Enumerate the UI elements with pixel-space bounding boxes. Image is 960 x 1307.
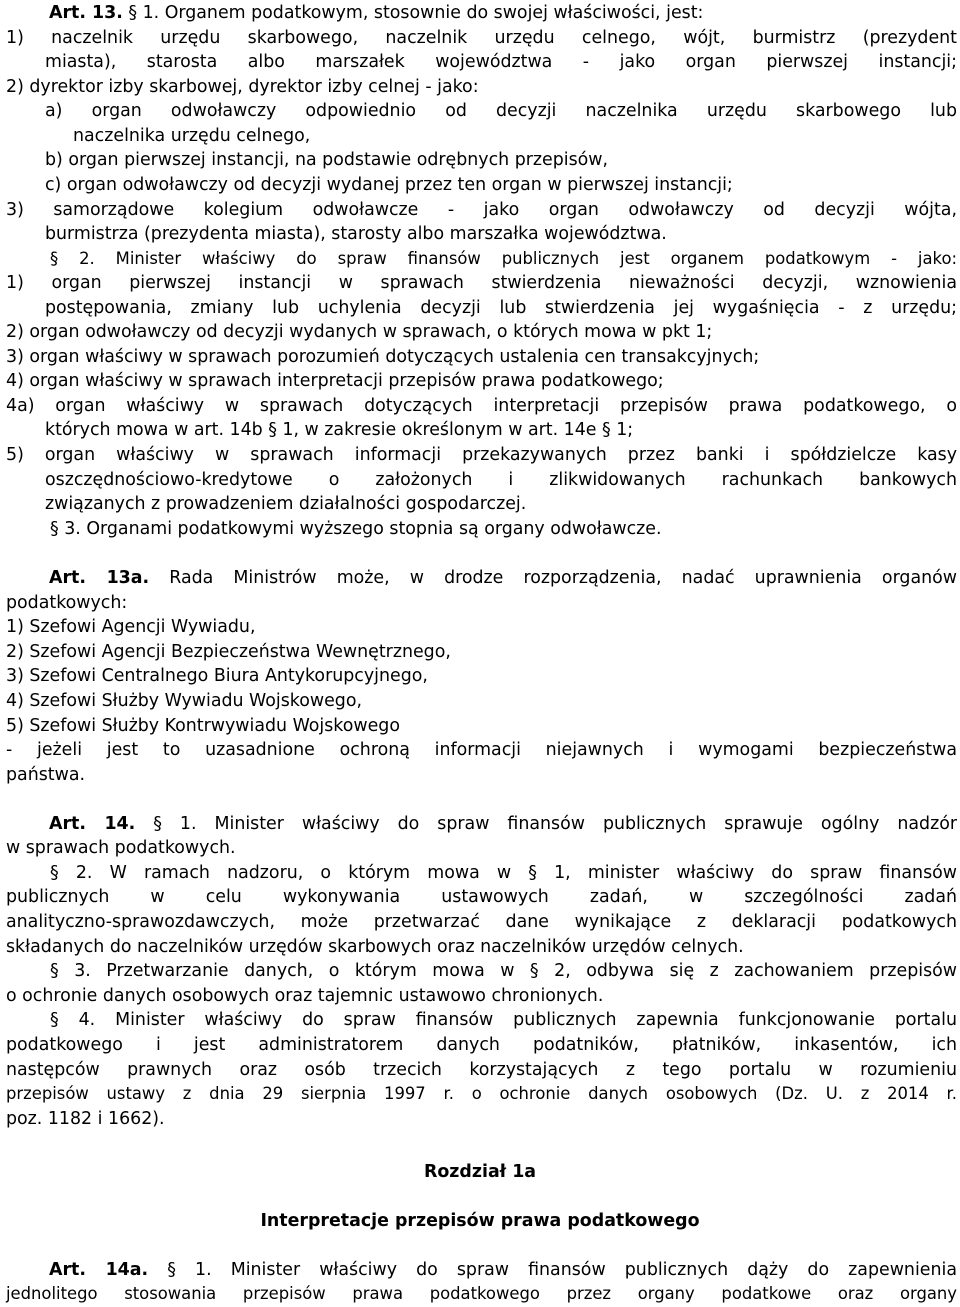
art13-par1-text: § 1. Organem podatkowym, stosownie do swojej właściwości, jest: bbox=[128, 3, 704, 23]
art13-par2-item4a-line1: 4a) organ właściwy w sprawach dotyczących interpretacji przepisów prawa podatkowego, o bbox=[6, 396, 957, 416]
art14-par4-line4: przepisów ustawy z dnia 29 sierpnia 1997 r. o ochronie danych osobowych (Dz. U. z 2014 r. bbox=[6, 1084, 957, 1103]
art13a-item3: 3) Szefowi Centralnego Biura Antykorupcyjnego, bbox=[6, 666, 428, 686]
art14-par2-line1: § 2. W ramach nadzoru, o którym mowa w § 1, minister właściwy do spraw finansów bbox=[50, 863, 957, 883]
art14a-heading bbox=[49, 1258, 957, 1283]
art14-heading bbox=[49, 812, 957, 837]
art13-label: Art. 13. bbox=[49, 3, 123, 23]
art13a-condition-line2: państwa. bbox=[6, 765, 86, 785]
art13-par2-item1-line1: 1) organ pierwszej instancji w sprawach stwierdzenia nieważności decyzji, wznowienia bbox=[6, 273, 957, 293]
art13-par2-item5-line1: 5) organ właściwy w sprawach informacji przekazywanych przez banki i spółdzielcze kasy bbox=[6, 445, 957, 465]
art13-item3-line1: 3) samorządowe kolegium odwoławcze - jako organ odwoławczy od decyzji wójta, bbox=[6, 200, 957, 220]
art13a-item1: 1) Szefowi Agencji Wywiadu, bbox=[6, 617, 256, 637]
chapter-number: Rozdział 1a bbox=[423, 1162, 537, 1182]
art13-par3: § 3. Organami podatkowymi wyższego stopnia są organy odwoławcze. bbox=[50, 519, 662, 539]
art13-par2-item2: 2) organ odwoławczy od decyzji wydanych w sprawach, o których mowa w pkt 1; bbox=[6, 322, 713, 342]
art13a-item4: 4) Szefowi Służby Wywiadu Wojskowego, bbox=[6, 691, 362, 711]
art13-item1-line1: 1) naczelnik urzędu skarbowego, naczelnik urzędu celnego, wójt, burmistrz (prezydent bbox=[6, 28, 957, 48]
art14-par3-line1: § 3. Przetwarzanie danych, o którym mowa w § 2, odbywa się z zachowaniem przepisów bbox=[50, 961, 957, 981]
art13-par2-item4: 4) organ właściwy w sprawach interpretacji przepisów prawa podatkowego; bbox=[6, 371, 664, 391]
art13-par2-item5-line3: związanych z prowadzeniem działalności gospodarczej. bbox=[45, 494, 527, 514]
art13-par2-item5-line2: oszczędnościowo-kredytowe o założonych i zlikwidowanych rachunkach bankowych bbox=[45, 470, 957, 490]
art14a-line2: jednolitego stosowania przepisów prawa podatkowego przez organy podatkowe oraz organy bbox=[6, 1284, 957, 1303]
art13a-text: Rada Ministrów może, w drodze rozporządzenia, nadać uprawnienia organów bbox=[169, 568, 957, 588]
art14-par4-line1: § 4. Minister właściwy do spraw finansów publicznych zapewnia funkcjonowanie portalu bbox=[50, 1010, 957, 1030]
art13a-item2: 2) Szefowi Agencji Bezpieczeństwa Wewnętrznego, bbox=[6, 642, 451, 662]
art13a-heading bbox=[49, 566, 957, 591]
chapter-title: Interpretacje przepisów prawa podatkowego bbox=[260, 1211, 700, 1231]
art14a-par1-text: § 1. Minister właściwy do spraw finansów publicznych dąży do zapewnienia bbox=[167, 1260, 957, 1280]
art13-heading bbox=[49, 1, 957, 26]
art13a-label: Art. 13a. bbox=[49, 568, 150, 588]
art13-par2-intro: § 2. Minister właściwy do spraw finansów publicznych jest organem podatkowym - jako: bbox=[50, 249, 957, 268]
art14-par3-line2: o ochronie danych osobowych oraz tajemnic ustawowo chronionych. bbox=[6, 986, 604, 1006]
art13a-line2: podatkowych: bbox=[6, 593, 128, 613]
art14-par4-line3: następców prawnych oraz osób trzecich korzystających z tego portalu w rozumieniu bbox=[6, 1060, 957, 1080]
art13-par2-item4a-line2: których mowa w art. 14b § 1, w zakresie określonym w art. 14e § 1; bbox=[45, 420, 634, 440]
art13-par2-item3: 3) organ właściwy w sprawach porozumień dotyczących ustalenia cen transakcyjnych; bbox=[6, 347, 760, 367]
art13-par2-item1-line2: postępowania, zmiany lub uchylenia decyzji lub stwierdzenia jej wygaśnięcia - z urzędu; bbox=[45, 298, 957, 318]
art14-par1-line2: w sprawach podatkowych. bbox=[6, 838, 236, 858]
art13-item1-line2: miasta), starosta albo marszałek województwa - jako organ pierwszej instancji; bbox=[45, 52, 957, 72]
art13-item2: 2) dyrektor izby skarbowej, dyrektor izby celnej - jako: bbox=[6, 77, 479, 97]
art14a-label: Art. 14a. bbox=[49, 1260, 149, 1280]
art14-par2-line4: składanych do naczelników urzędów skarbowych oraz naczelników urzędów celnych. bbox=[6, 937, 744, 957]
art13-item2b: b) organ pierwszej instancji, na podstawie odrębnych przepisów, bbox=[45, 150, 609, 170]
art13-item3-line2: burmistrza (prezydenta miasta), starosty albo marszałka województwa. bbox=[45, 224, 667, 244]
art13a-condition-line1: - jeżeli jest to uzasadnione ochroną informacji niejawnych i wymogami bezpieczeństwa bbox=[6, 740, 957, 760]
art13-item2a-line2: naczelnika urzędu celnego, bbox=[73, 126, 311, 146]
art14-label: Art. 14. bbox=[49, 814, 136, 834]
art13a-item5: 5) Szefowi Służby Kontrwywiadu Wojskowego bbox=[6, 716, 400, 736]
art13-item2c: c) organ odwoławczy od decyzji wydanej przez ten organ w pierwszej instancji; bbox=[45, 175, 733, 195]
art14-par4-line2: podatkowego i jest administratorem danych podatników, płatników, inkasentów, ich bbox=[6, 1035, 957, 1055]
art14-par1-text: § 1. Minister właściwy do spraw finansów publicznych sprawuje ogólny nadzór bbox=[153, 814, 957, 834]
art14-par2-line3: analityczno-sprawozdawczych, może przetwarzać dane wynikające z deklaracji podatkowych bbox=[6, 912, 957, 932]
art14-par2-line2: publicznych w celu wykonywania ustawowych zadań, w szczególności zadań bbox=[6, 887, 957, 907]
art13-item2a-line1: a) organ odwoławczy odpowiednio od decyzji naczelnika urzędu skarbowego lub bbox=[45, 101, 957, 121]
art14-par4-line5: poz. 1182 i 1662). bbox=[6, 1109, 165, 1129]
